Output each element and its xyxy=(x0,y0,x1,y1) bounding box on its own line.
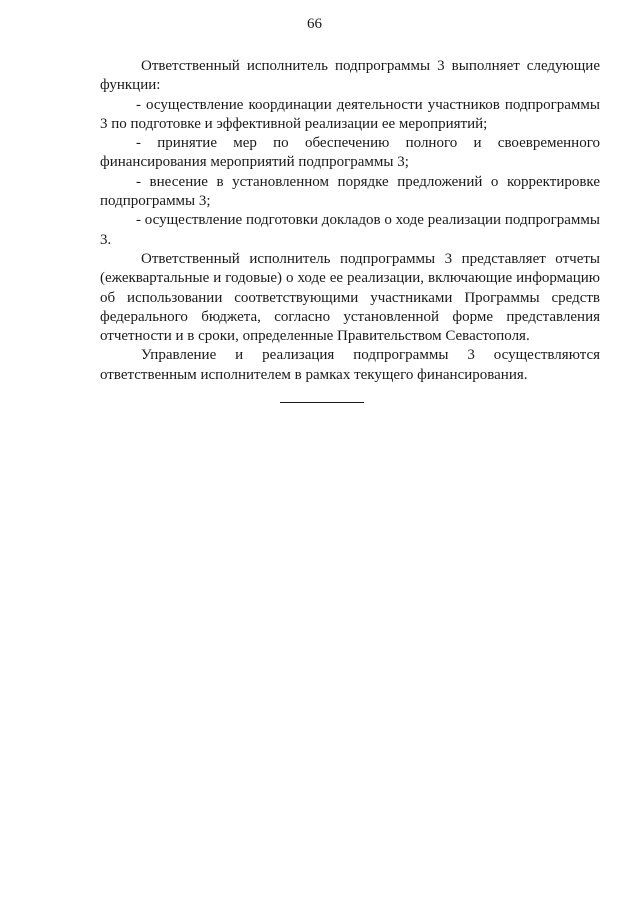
function-item-corrections: - внесение в установленном порядке предложений о корректировке подпрограммы 3; xyxy=(100,173,600,210)
reporting-paragraph: Ответственный исполнитель подпрограммы 3 представляет отчеты (ежеквартальные и годовые) о ходе ее реализации, включающие информацию об использовании соответствующими участниками Программы средств федерального бюджета, согласно установленной форме представления отчетности и в сроки, определенные Правительством Севастополя. xyxy=(100,250,600,345)
function-item-reports: - осуществление подготовки докладов о ходе реализации подпрограммы 3. xyxy=(100,212,600,248)
document-body xyxy=(100,57,600,385)
intro-paragraph: Ответственный исполнитель подпрограммы 3 выполняет следующие функции: xyxy=(100,58,600,94)
function-item-coordination: - осуществление координации деятельности участников подпрограммы 3 по подготовке и эффективной реализации ее мероприятий; xyxy=(100,96,600,132)
page-number: 66 xyxy=(307,16,322,32)
function-item-financing: - принятие мер по обеспечению полного и своевременного финансирования мероприятий подпрограммы 3; xyxy=(100,135,600,171)
closing-divider xyxy=(280,402,364,403)
management-paragraph: Управление и реализация подпрограммы 3 осуществляются ответственным исполнителем в рамках текущего финансирования. xyxy=(100,347,600,383)
